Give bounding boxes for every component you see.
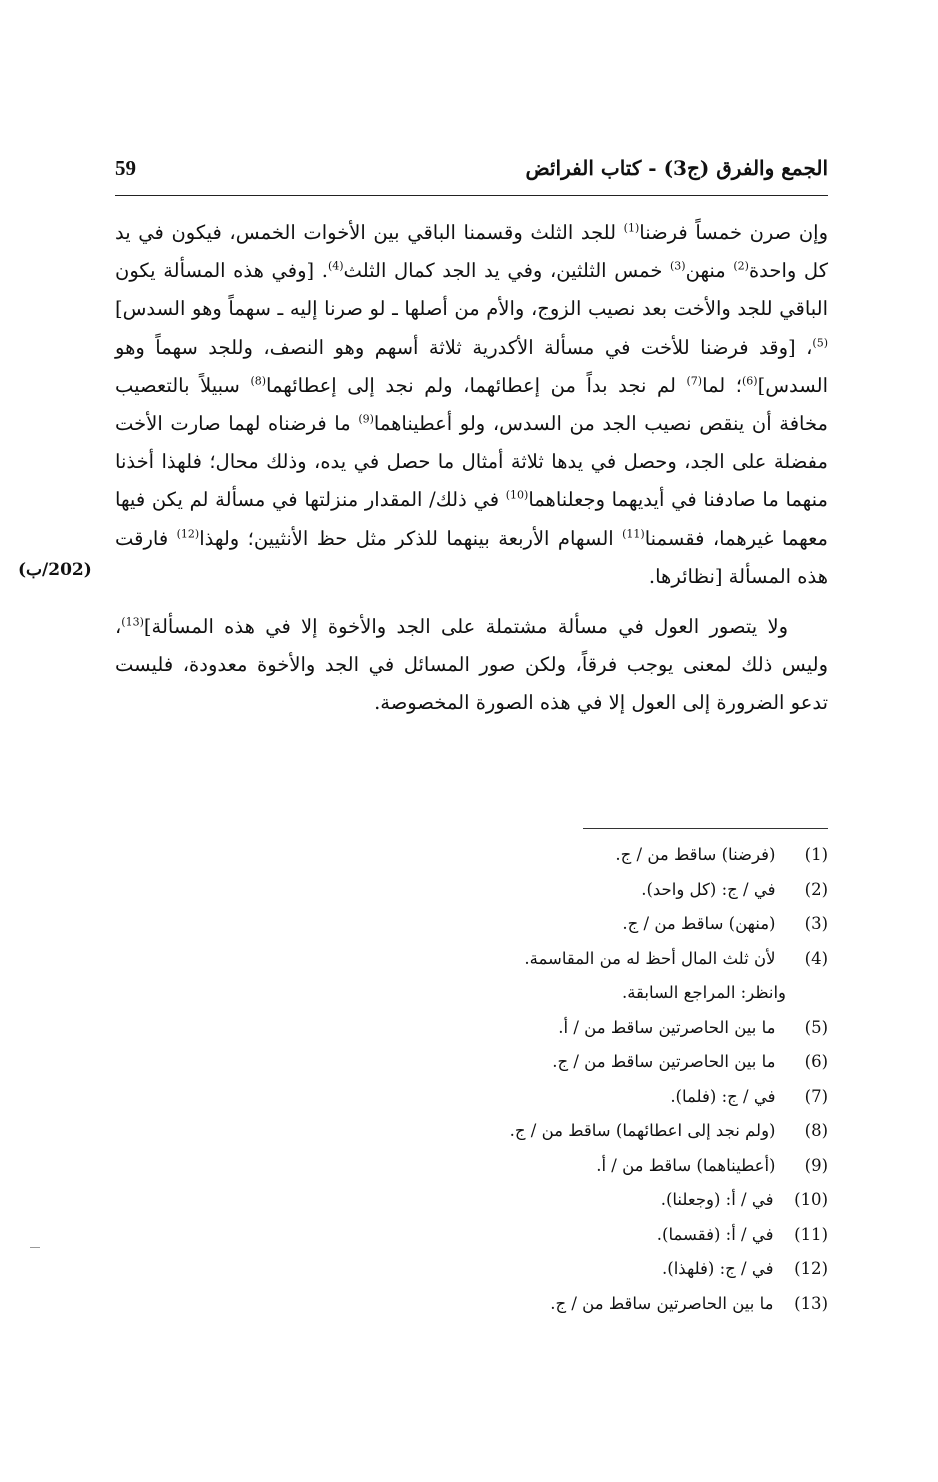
text-run: ولا يتصور العول في مسألة مشتملة على الجد والأخوة إلا في هذه المسألة] [143,615,788,639]
footnote-number: (4) [804,948,828,968]
page-number: 59 [115,156,136,180]
footnote-number: (2) [804,879,828,899]
footnote-text: (أعطيناهما) ساقط من / أ. [596,1155,776,1175]
footnote-number: (7) [804,1086,828,1106]
footnote-ref: (1) [623,221,640,235]
footnote-continuation: وانظر: المراجع السابقة. [621,983,786,1002]
header-rule [115,195,828,196]
footnote-ref: (13) [121,615,144,629]
footnote-ref: (7) [686,374,703,388]
footnote-ref: (4) [327,259,344,273]
footnote-item [115,838,828,873]
footnote-ref: (3) [670,259,686,273]
footnote-number: (3) [804,914,828,933]
footnote-item [115,1218,828,1253]
text-run: وإن صرن خمساً فرضنا [639,221,828,244]
text-run: . [وفي هذه المسألة يكون الباقي للجد والأخت بعد نصيب الزوج، والأم من أصلها ـ لو صرنا إليه ـ سهماً وهو السدس] [115,259,828,321]
footnote-text: في / ج: (فلهذا). [662,1259,774,1278]
header-title: الجمع والفرق (ج3) - كتاب الفرائض [525,156,828,180]
text-run: للجد الثلث وقسمنا الباقي بين الأخوات الخمس، فيكون في يد كل واحدة [115,221,828,283]
footnote-item [115,1149,828,1184]
running-header [115,150,828,190]
footnotes-list [115,838,828,1321]
footnote-text: ما بين الحاصرتين ساقط من / ج. [550,1293,774,1313]
text-run: ، وليس ذلك لمعنى يوجب فرقاً، ولكن صور المسائل في الجد والأخوة معدودة، فليست تدعو الضرورة إلى العول إلا في هذه الصورة المخصوصة. [115,615,828,715]
paragraph-1 [115,214,828,596]
footnote-text: في / أ: (وجعلنا). [660,1190,774,1209]
footnote-item [115,1011,828,1046]
footnote-ref: (11) [622,527,645,541]
footnote-ref: (8) [250,374,267,388]
footnote-item [115,1114,828,1149]
footnote-item [115,873,828,908]
footnote-ref: (6) [742,374,758,388]
footnote-number: (12) [794,1259,828,1278]
footnote-item [115,1183,828,1218]
footnote-number: (10) [794,1190,828,1209]
footnote-text: لأن ثلث المال أحظ له من المقاسمة. [524,948,776,968]
text-run: ما فرضناه لهما صارت الأخت مفضلة على الجد، وحصل في يدها ثلاثة أمثال ما حصل في يده، وذلك محال؛ فلهذا أخذنا منهما ما صادفنا في أيديهما وجعلناهما [115,412,829,512]
footnote-number: (5) [804,1017,828,1037]
footnote-ref: (12) [176,527,200,541]
text-run: منهن [685,259,734,283]
footnote-item [115,1080,828,1115]
footnote-text: (فرضنا) ساقط من / ج. [615,845,776,864]
footnote-item [115,1287,828,1322]
paragraph-2 [115,608,828,723]
footnote-number: (9) [804,1155,828,1175]
footnote-text: (منهن) ساقط من / ج. [622,914,776,933]
footnote-number: (13) [794,1293,828,1313]
footnote-text: في / ج: (فلما). [670,1086,776,1106]
footnote-item [115,1045,828,1080]
footnote-ref: (10) [505,488,529,502]
footnote-number: (6) [804,1052,828,1071]
footnote-separator [583,828,828,829]
manuscript-folio-marker: (202/ب) [18,560,92,580]
text-run: في ذلك/ المقدار منزلتها في مسألة لم يكن فيها معهما غيرهما، فقسمنا [115,488,828,550]
footnote-ref: (9) [358,412,374,426]
text-run: ، [وقد فرضنا للأخت في مسألة الأكدرية ثلاثة أسهم وهو النصف، وللجد سهماً وهو السدس] [115,335,828,397]
text-run: فارقت هذه المسألة [نظائرها. [115,526,828,588]
footnote-ref: (5) [812,336,828,350]
text-run: خمس الثلثين، وفي يد الجد كمال الثلث [343,259,670,283]
text-run: لم نجد بداً من إعطائهما، ولم نجد إلى إعطائهما [266,373,687,397]
text-run: السهام الأربعة بينهما للذكر مثل حظ الأنثيين؛ ولهذا [199,526,623,550]
scan-mark [30,1247,40,1248]
footnote-text: في / أ: (فقسما). [656,1224,774,1244]
footnote-number: (1) [804,845,828,864]
footnote-item [115,1252,828,1287]
footnote-text: في / ج: (كل واحد). [641,879,776,899]
footnote-text: ما بين الحاصرتين ساقط من / أ. [558,1017,776,1037]
footnote-number: (11) [794,1224,828,1244]
main-text [115,214,828,723]
footnote-item [115,907,828,942]
footnote-item [115,942,828,977]
text-run: سبيلاً بالتعصيب مخافة أن ينقص نصيب الجد من السدس، ولو أعطيناهما [115,373,829,436]
footnote-number: (8) [804,1121,828,1140]
footnote-ref: (2) [733,259,749,273]
text-run: ؛ لما [702,373,742,397]
footnote-text: (ولم نجد إلى اعطائهما) ساقط من / ج. [509,1121,776,1140]
footnote-text: ما بين الحاصرتين ساقط من / ج. [552,1052,776,1071]
